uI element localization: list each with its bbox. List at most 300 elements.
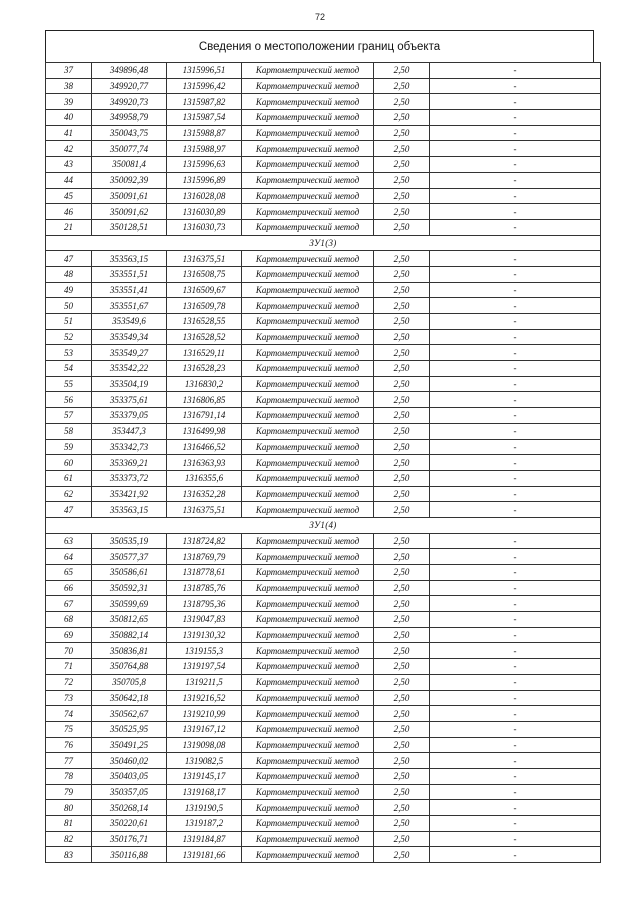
point-number-cell: 58: [46, 423, 92, 439]
table-row: [46, 329, 601, 345]
accuracy-cell: 2,50: [374, 768, 430, 784]
x-coordinate-cell: 349958,79: [92, 110, 167, 126]
point-number-cell: 63: [46, 533, 92, 549]
accuracy-cell: 2,50: [374, 800, 430, 816]
x-coordinate-cell: 353549,27: [92, 345, 167, 361]
method-cell: Картометрический метод: [242, 94, 374, 110]
accuracy-cell: 2,50: [374, 392, 430, 408]
table-row: [46, 204, 601, 220]
y-coordinate-cell: 1318795,36: [167, 596, 242, 612]
method-cell: Картометрический метод: [242, 690, 374, 706]
description-cell: -: [430, 423, 601, 439]
point-number-cell: 55: [46, 376, 92, 392]
y-coordinate-cell: 1319098,08: [167, 737, 242, 753]
y-coordinate-cell: 1319211,5: [167, 674, 242, 690]
description-cell: -: [430, 298, 601, 314]
accuracy-cell: 2,50: [374, 455, 430, 471]
table-row: [46, 408, 601, 424]
point-number-cell: 66: [46, 580, 92, 596]
description-cell: -: [430, 188, 601, 204]
table-row: [46, 627, 601, 643]
y-coordinate-cell: 1319181,66: [167, 847, 242, 863]
accuracy-cell: 2,50: [374, 549, 430, 565]
table-row: [46, 690, 601, 706]
accuracy-cell: 2,50: [374, 408, 430, 424]
point-number-cell: 78: [46, 768, 92, 784]
y-coordinate-cell: 1316528,55: [167, 314, 242, 330]
x-coordinate-cell: 353551,67: [92, 298, 167, 314]
method-cell: Картометрический метод: [242, 408, 374, 424]
x-coordinate-cell: 353549,6: [92, 314, 167, 330]
point-number-cell: 42: [46, 141, 92, 157]
y-coordinate-cell: 1319155,3: [167, 643, 242, 659]
description-cell: -: [430, 172, 601, 188]
x-coordinate-cell: 350357,05: [92, 784, 167, 800]
point-number-cell: 50: [46, 298, 92, 314]
accuracy-cell: 2,50: [374, 63, 430, 79]
table-row: [46, 125, 601, 141]
section-label: ЗУ1(4): [46, 517, 601, 533]
x-coordinate-cell: 350535,19: [92, 533, 167, 549]
accuracy-cell: 2,50: [374, 298, 430, 314]
point-number-cell: 82: [46, 831, 92, 847]
description-cell: -: [430, 816, 601, 832]
table-row: [46, 768, 601, 784]
method-cell: Картометрический метод: [242, 345, 374, 361]
method-cell: Картометрический метод: [242, 580, 374, 596]
description-cell: -: [430, 565, 601, 581]
table-row: [46, 94, 601, 110]
x-coordinate-cell: 350091,61: [92, 188, 167, 204]
accuracy-cell: 2,50: [374, 188, 430, 204]
table-row: [46, 219, 601, 235]
method-cell: Картометрический метод: [242, 612, 374, 628]
x-coordinate-cell: 350116,88: [92, 847, 167, 863]
method-cell: Картометрический метод: [242, 439, 374, 455]
description-cell: -: [430, 125, 601, 141]
x-coordinate-cell: 350403,05: [92, 768, 167, 784]
description-cell: -: [430, 78, 601, 94]
accuracy-cell: 2,50: [374, 706, 430, 722]
point-number-cell: 80: [46, 800, 92, 816]
y-coordinate-cell: 1319145,17: [167, 768, 242, 784]
x-coordinate-cell: 353563,15: [92, 502, 167, 518]
point-number-cell: 72: [46, 674, 92, 690]
y-coordinate-cell: 1318778,61: [167, 565, 242, 581]
description-cell: -: [430, 439, 601, 455]
x-coordinate-cell: 350577,37: [92, 549, 167, 565]
description-cell: -: [430, 455, 601, 471]
accuracy-cell: 2,50: [374, 486, 430, 502]
table-row: [46, 831, 601, 847]
x-coordinate-cell: 350491,25: [92, 737, 167, 753]
accuracy-cell: 2,50: [374, 470, 430, 486]
point-number-cell: 83: [46, 847, 92, 863]
description-cell: -: [430, 768, 601, 784]
boundary-coordinates-table: [45, 62, 601, 863]
method-cell: Картометрический метод: [242, 565, 374, 581]
y-coordinate-cell: 1316028,08: [167, 188, 242, 204]
method-cell: Картометрический метод: [242, 847, 374, 863]
y-coordinate-cell: 1316363,93: [167, 455, 242, 471]
point-number-cell: 53: [46, 345, 92, 361]
y-coordinate-cell: 1319216,52: [167, 690, 242, 706]
method-cell: Картометрический метод: [242, 486, 374, 502]
description-cell: -: [430, 204, 601, 220]
y-coordinate-cell: 1316528,23: [167, 361, 242, 377]
description-cell: -: [430, 345, 601, 361]
description-cell: -: [430, 721, 601, 737]
y-coordinate-cell: 1319082,5: [167, 753, 242, 769]
point-number-cell: 81: [46, 816, 92, 832]
y-coordinate-cell: 1316528,52: [167, 329, 242, 345]
point-number-cell: 64: [46, 549, 92, 565]
point-number-cell: 48: [46, 266, 92, 282]
x-coordinate-cell: 350705,8: [92, 674, 167, 690]
method-cell: Картометрический метод: [242, 423, 374, 439]
description-cell: -: [430, 596, 601, 612]
description-cell: -: [430, 141, 601, 157]
description-cell: -: [430, 486, 601, 502]
description-cell: -: [430, 361, 601, 377]
method-cell: Картометрический метод: [242, 659, 374, 675]
x-coordinate-cell: 350764,88: [92, 659, 167, 675]
accuracy-cell: 2,50: [374, 314, 430, 330]
table-row: [46, 345, 601, 361]
table-row: [46, 361, 601, 377]
method-cell: Картометрический метод: [242, 376, 374, 392]
point-number-cell: 47: [46, 502, 92, 518]
method-cell: Картометрический метод: [242, 282, 374, 298]
y-coordinate-cell: 1319047,83: [167, 612, 242, 628]
point-number-cell: 67: [46, 596, 92, 612]
y-coordinate-cell: 1319190,5: [167, 800, 242, 816]
table-row: [46, 643, 601, 659]
method-cell: Картометрический метод: [242, 643, 374, 659]
table-row: [46, 659, 601, 675]
accuracy-cell: 2,50: [374, 376, 430, 392]
table-row: [46, 251, 601, 267]
method-cell: Картометрический метод: [242, 219, 374, 235]
accuracy-cell: 2,50: [374, 219, 430, 235]
point-number-cell: 71: [46, 659, 92, 675]
table-row: [46, 78, 601, 94]
table-row: [46, 784, 601, 800]
description-cell: -: [430, 376, 601, 392]
accuracy-cell: 2,50: [374, 345, 430, 361]
table-row: [46, 63, 601, 79]
x-coordinate-cell: 350092,39: [92, 172, 167, 188]
y-coordinate-cell: 1316509,67: [167, 282, 242, 298]
accuracy-cell: 2,50: [374, 439, 430, 455]
table-row: [46, 188, 601, 204]
x-coordinate-cell: 350220,61: [92, 816, 167, 832]
description-cell: -: [430, 392, 601, 408]
accuracy-cell: 2,50: [374, 659, 430, 675]
x-coordinate-cell: 353504,19: [92, 376, 167, 392]
table-row: [46, 172, 601, 188]
accuracy-cell: 2,50: [374, 266, 430, 282]
accuracy-cell: 2,50: [374, 329, 430, 345]
y-coordinate-cell: 1316030,89: [167, 204, 242, 220]
table-row: [46, 502, 601, 518]
method-cell: Картометрический метод: [242, 816, 374, 832]
x-coordinate-cell: 353549,34: [92, 329, 167, 345]
table-row: [46, 565, 601, 581]
point-number-cell: 56: [46, 392, 92, 408]
accuracy-cell: 2,50: [374, 141, 430, 157]
point-number-cell: 61: [46, 470, 92, 486]
description-cell: -: [430, 612, 601, 628]
method-cell: Картометрический метод: [242, 314, 374, 330]
table-row: [46, 816, 601, 832]
method-cell: Картометрический метод: [242, 78, 374, 94]
table-row: [46, 674, 601, 690]
accuracy-cell: 2,50: [374, 125, 430, 141]
accuracy-cell: 2,50: [374, 533, 430, 549]
x-coordinate-cell: 353373,72: [92, 470, 167, 486]
accuracy-cell: 2,50: [374, 78, 430, 94]
x-coordinate-cell: 353551,51: [92, 266, 167, 282]
x-coordinate-cell: 350642,18: [92, 690, 167, 706]
point-number-cell: 51: [46, 314, 92, 330]
point-number-cell: 75: [46, 721, 92, 737]
method-cell: Картометрический метод: [242, 753, 374, 769]
method-cell: Картометрический метод: [242, 329, 374, 345]
accuracy-cell: 2,50: [374, 737, 430, 753]
section-header-row: [46, 235, 601, 251]
accuracy-cell: 2,50: [374, 172, 430, 188]
y-coordinate-cell: 1319167,12: [167, 721, 242, 737]
accuracy-cell: 2,50: [374, 753, 430, 769]
table-row: [46, 800, 601, 816]
point-number-cell: 43: [46, 157, 92, 173]
method-cell: Картометрический метод: [242, 266, 374, 282]
description-cell: -: [430, 533, 601, 549]
x-coordinate-cell: 350562,67: [92, 706, 167, 722]
table-row: [46, 392, 601, 408]
point-number-cell: 44: [46, 172, 92, 188]
x-coordinate-cell: 350268,14: [92, 800, 167, 816]
table-row: [46, 737, 601, 753]
description-cell: -: [430, 266, 601, 282]
y-coordinate-cell: 1319187,2: [167, 816, 242, 832]
point-number-cell: 65: [46, 565, 92, 581]
table-row: [46, 423, 601, 439]
accuracy-cell: 2,50: [374, 110, 430, 126]
boundary-table-sheet: [45, 30, 594, 863]
y-coordinate-cell: 1318769,79: [167, 549, 242, 565]
method-cell: Картометрический метод: [242, 627, 374, 643]
accuracy-cell: 2,50: [374, 94, 430, 110]
description-cell: -: [430, 219, 601, 235]
method-cell: Картометрический метод: [242, 549, 374, 565]
accuracy-cell: 2,50: [374, 565, 430, 581]
x-coordinate-cell: 350836,81: [92, 643, 167, 659]
y-coordinate-cell: 1315996,63: [167, 157, 242, 173]
y-coordinate-cell: 1316466,52: [167, 439, 242, 455]
method-cell: Картометрический метод: [242, 737, 374, 753]
x-coordinate-cell: 350586,61: [92, 565, 167, 581]
x-coordinate-cell: 350081,4: [92, 157, 167, 173]
y-coordinate-cell: 1319168,17: [167, 784, 242, 800]
x-coordinate-cell: 353551,41: [92, 282, 167, 298]
accuracy-cell: 2,50: [374, 580, 430, 596]
point-number-cell: 68: [46, 612, 92, 628]
table-row: [46, 596, 601, 612]
point-number-cell: 73: [46, 690, 92, 706]
y-coordinate-cell: 1319210,99: [167, 706, 242, 722]
y-coordinate-cell: 1316508,75: [167, 266, 242, 282]
table-row: [46, 847, 601, 863]
method-cell: Картометрический метод: [242, 361, 374, 377]
x-coordinate-cell: 350812,65: [92, 612, 167, 628]
description-cell: -: [430, 94, 601, 110]
accuracy-cell: 2,50: [374, 721, 430, 737]
point-number-cell: 54: [46, 361, 92, 377]
x-coordinate-cell: 353563,15: [92, 251, 167, 267]
description-cell: -: [430, 408, 601, 424]
x-coordinate-cell: 353342,73: [92, 439, 167, 455]
method-cell: Картометрический метод: [242, 251, 374, 267]
table-row: [46, 612, 601, 628]
description-cell: -: [430, 157, 601, 173]
y-coordinate-cell: 1316375,51: [167, 251, 242, 267]
y-coordinate-cell: 1316806,85: [167, 392, 242, 408]
point-number-cell: 70: [46, 643, 92, 659]
table-body: [46, 63, 601, 863]
section-header-row: [46, 517, 601, 533]
point-number-cell: 60: [46, 455, 92, 471]
point-number-cell: 21: [46, 219, 92, 235]
x-coordinate-cell: 350091,62: [92, 204, 167, 220]
point-number-cell: 59: [46, 439, 92, 455]
description-cell: -: [430, 674, 601, 690]
description-cell: -: [430, 643, 601, 659]
description-cell: -: [430, 63, 601, 79]
accuracy-cell: 2,50: [374, 502, 430, 518]
table-row: [46, 753, 601, 769]
x-coordinate-cell: 350882,14: [92, 627, 167, 643]
table-row: [46, 376, 601, 392]
y-coordinate-cell: 1316030,73: [167, 219, 242, 235]
table-row: [46, 470, 601, 486]
table-row: [46, 721, 601, 737]
accuracy-cell: 2,50: [374, 784, 430, 800]
table-row: [46, 266, 601, 282]
description-cell: -: [430, 784, 601, 800]
method-cell: Картометрический метод: [242, 157, 374, 173]
method-cell: Картометрический метод: [242, 596, 374, 612]
method-cell: Картометрический метод: [242, 502, 374, 518]
accuracy-cell: 2,50: [374, 690, 430, 706]
description-cell: -: [430, 251, 601, 267]
method-cell: Картометрический метод: [242, 110, 374, 126]
y-coordinate-cell: 1315987,54: [167, 110, 242, 126]
y-coordinate-cell: 1315996,51: [167, 63, 242, 79]
description-cell: -: [430, 314, 601, 330]
y-coordinate-cell: 1318724,82: [167, 533, 242, 549]
y-coordinate-cell: 1316375,51: [167, 502, 242, 518]
accuracy-cell: 2,50: [374, 612, 430, 628]
table-row: [46, 439, 601, 455]
accuracy-cell: 2,50: [374, 627, 430, 643]
accuracy-cell: 2,50: [374, 251, 430, 267]
point-number-cell: 46: [46, 204, 92, 220]
accuracy-cell: 2,50: [374, 831, 430, 847]
y-coordinate-cell: 1315996,42: [167, 78, 242, 94]
method-cell: Картометрический метод: [242, 674, 374, 690]
x-coordinate-cell: 350128,51: [92, 219, 167, 235]
x-coordinate-cell: 349920,73: [92, 94, 167, 110]
point-number-cell: 47: [46, 251, 92, 267]
description-cell: -: [430, 690, 601, 706]
point-number-cell: 52: [46, 329, 92, 345]
description-cell: -: [430, 282, 601, 298]
description-cell: -: [430, 470, 601, 486]
point-number-cell: 62: [46, 486, 92, 502]
x-coordinate-cell: 353369,21: [92, 455, 167, 471]
description-cell: -: [430, 329, 601, 345]
y-coordinate-cell: 1316791,14: [167, 408, 242, 424]
y-coordinate-cell: 1318785,76: [167, 580, 242, 596]
method-cell: Картометрический метод: [242, 141, 374, 157]
method-cell: Картометрический метод: [242, 172, 374, 188]
table-row: [46, 157, 601, 173]
point-number-cell: 40: [46, 110, 92, 126]
description-cell: -: [430, 800, 601, 816]
description-cell: -: [430, 659, 601, 675]
method-cell: Картометрический метод: [242, 204, 374, 220]
table-row: [46, 298, 601, 314]
y-coordinate-cell: 1316509,78: [167, 298, 242, 314]
x-coordinate-cell: 350599,69: [92, 596, 167, 612]
x-coordinate-cell: 353375,61: [92, 392, 167, 408]
description-cell: -: [430, 110, 601, 126]
accuracy-cell: 2,50: [374, 157, 430, 173]
description-cell: -: [430, 549, 601, 565]
x-coordinate-cell: 349896,48: [92, 63, 167, 79]
x-coordinate-cell: 353542,22: [92, 361, 167, 377]
accuracy-cell: 2,50: [374, 282, 430, 298]
accuracy-cell: 2,50: [374, 596, 430, 612]
y-coordinate-cell: 1315987,82: [167, 94, 242, 110]
description-cell: -: [430, 847, 601, 863]
accuracy-cell: 2,50: [374, 816, 430, 832]
y-coordinate-cell: 1316499,98: [167, 423, 242, 439]
table-row: [46, 455, 601, 471]
point-number-cell: 57: [46, 408, 92, 424]
accuracy-cell: 2,50: [374, 643, 430, 659]
method-cell: Картометрический метод: [242, 298, 374, 314]
accuracy-cell: 2,50: [374, 204, 430, 220]
y-coordinate-cell: 1319130,32: [167, 627, 242, 643]
table-row: [46, 110, 601, 126]
point-number-cell: 41: [46, 125, 92, 141]
method-cell: Картометрический метод: [242, 706, 374, 722]
point-number-cell: 79: [46, 784, 92, 800]
y-coordinate-cell: 1315996,89: [167, 172, 242, 188]
accuracy-cell: 2,50: [374, 674, 430, 690]
x-coordinate-cell: 350460,02: [92, 753, 167, 769]
description-cell: -: [430, 737, 601, 753]
method-cell: Картометрический метод: [242, 188, 374, 204]
method-cell: Картометрический метод: [242, 125, 374, 141]
x-coordinate-cell: 349920,77: [92, 78, 167, 94]
table-row: [46, 706, 601, 722]
y-coordinate-cell: 1319184,87: [167, 831, 242, 847]
x-coordinate-cell: 350176,71: [92, 831, 167, 847]
